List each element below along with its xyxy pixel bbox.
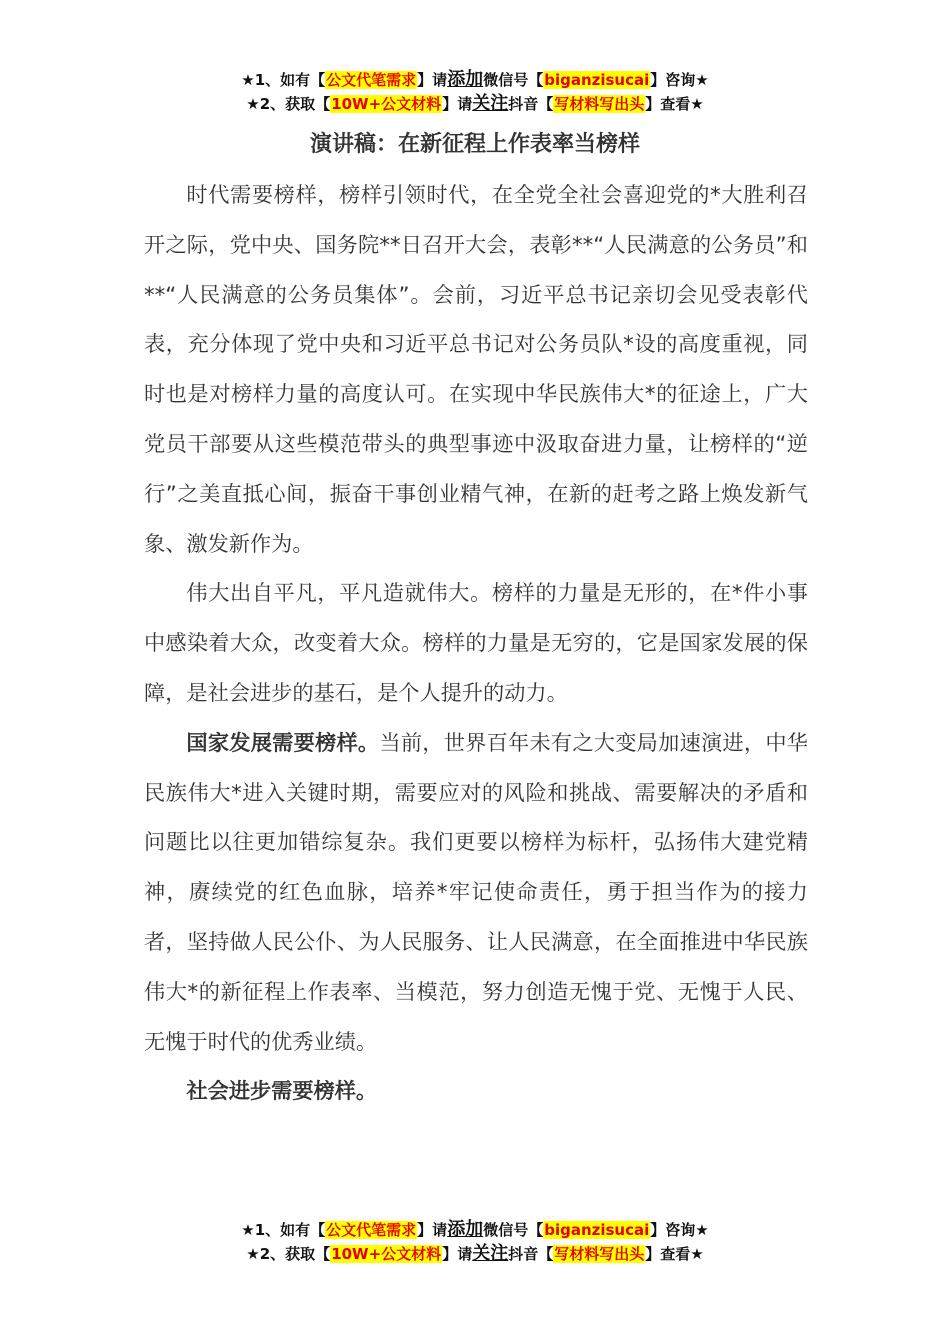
header-banner xyxy=(0,68,950,116)
banner-text: 抖音【 xyxy=(508,95,554,113)
banner-text: 】请 xyxy=(442,95,473,113)
banner-text: 】查看★ xyxy=(645,1245,704,1263)
paragraph-1 xyxy=(144,170,808,568)
banner-emphasis: 添加 xyxy=(447,1219,484,1240)
banner-highlight: 公文代笔需求 xyxy=(326,71,417,89)
paragraph-text: 伟大出自平凡，平凡造就伟大。榜样的力量是无形的，在*件小事中感染着大众，改变着大众。榜样的力量是无穷的，它是国家发展的保障，是社会进步的基石，是个人提升的动力。 xyxy=(144,580,808,705)
paragraph-4 xyxy=(144,1066,808,1116)
banner-highlight: 写材料写出头 xyxy=(554,95,645,113)
banner-line-1 xyxy=(0,68,950,92)
paragraph-lead: 国家发展需要榜样。 xyxy=(186,729,380,755)
banner-text: ★2、获取【 xyxy=(246,1245,331,1263)
banner-text: 】咨询★ xyxy=(650,71,709,89)
document-body xyxy=(144,170,808,1116)
banner-highlight: 写材料写出头 xyxy=(554,1245,645,1263)
banner-line-2 xyxy=(0,1242,950,1266)
banner-text: 微信号【 xyxy=(483,1221,544,1239)
paragraph-2 xyxy=(144,568,808,717)
paragraph-lead: 社会进步需要榜样。 xyxy=(186,1078,378,1104)
banner-emphasis: 关注 xyxy=(472,1243,509,1264)
banner-text: ★1、如有【 xyxy=(241,1221,326,1239)
paragraph-3 xyxy=(144,718,808,1067)
banner-text: 】查看★ xyxy=(645,95,704,113)
banner-text: 】请 xyxy=(442,1245,473,1263)
banner-emphasis: 关注 xyxy=(472,93,509,114)
banner-text: ★1、如有【 xyxy=(241,71,326,89)
banner-text: 微信号【 xyxy=(483,71,544,89)
banner-highlight: 10W+公文材料 xyxy=(331,95,442,113)
document-title: 演讲稿：在新征程上作表率当榜样 xyxy=(309,132,640,157)
banner-text: 】请 xyxy=(417,71,448,89)
banner-highlight: 公文代笔需求 xyxy=(326,1221,417,1239)
banner-text: 】请 xyxy=(417,1221,448,1239)
banner-text: 抖音【 xyxy=(508,1245,554,1263)
paragraph-text: 当前，世界百年未有之大变局加速演进，中华民族伟大*进入关键时期，需要应对的风险和挑战、需要解决的矛盾和问题比以往更加错综复杂。我们更要以榜样为标杆，弘扬伟大建党精神，赓续党的红色血脉，培养*牢记使命责任，勇于担当作为的接力者，坚持做人民公仆、为人民服务、让人民满意，在全面推进中华民族伟大*的新征程上作表率、当模范，努力创造无愧于党、无愧于人民、无愧于时代的优秀业绩。 xyxy=(144,729,808,1054)
paragraph-text: 时代需要榜样，榜样引领时代，在全党全社会喜迎党的*大胜利召开之际，党中央、国务院**日召开大会，表彰**“人民满意的公务员”和**“人民满意的公务员集体”。会前，习近平总书记亲切会见受表彰代表，充分体现了党中央和习近平总书记对公务员队*设的高度重视，同时也是对榜样力量的高度认可。在实现中华民族伟大*的征途上，广大党员干部要从这些模范带头的典型事迹中汲取奋进力量，让榜样的“逆行”之美直抵心间，振奋干事创业精气神，在新的赶考之路上焕发新气象、激发新作为。 xyxy=(144,182,808,556)
banner-line-1 xyxy=(0,1218,950,1242)
banner-emphasis: 添加 xyxy=(447,69,484,90)
banner-highlight: biganzisucai xyxy=(544,1221,650,1239)
banner-highlight: biganzisucai xyxy=(544,71,650,89)
banner-text: ★2、获取【 xyxy=(246,95,331,113)
banner-highlight: 10W+公文材料 xyxy=(331,1245,442,1263)
banner-text: 】咨询★ xyxy=(650,1221,709,1239)
banner-line-2 xyxy=(0,92,950,116)
footer-banner xyxy=(0,1218,950,1266)
